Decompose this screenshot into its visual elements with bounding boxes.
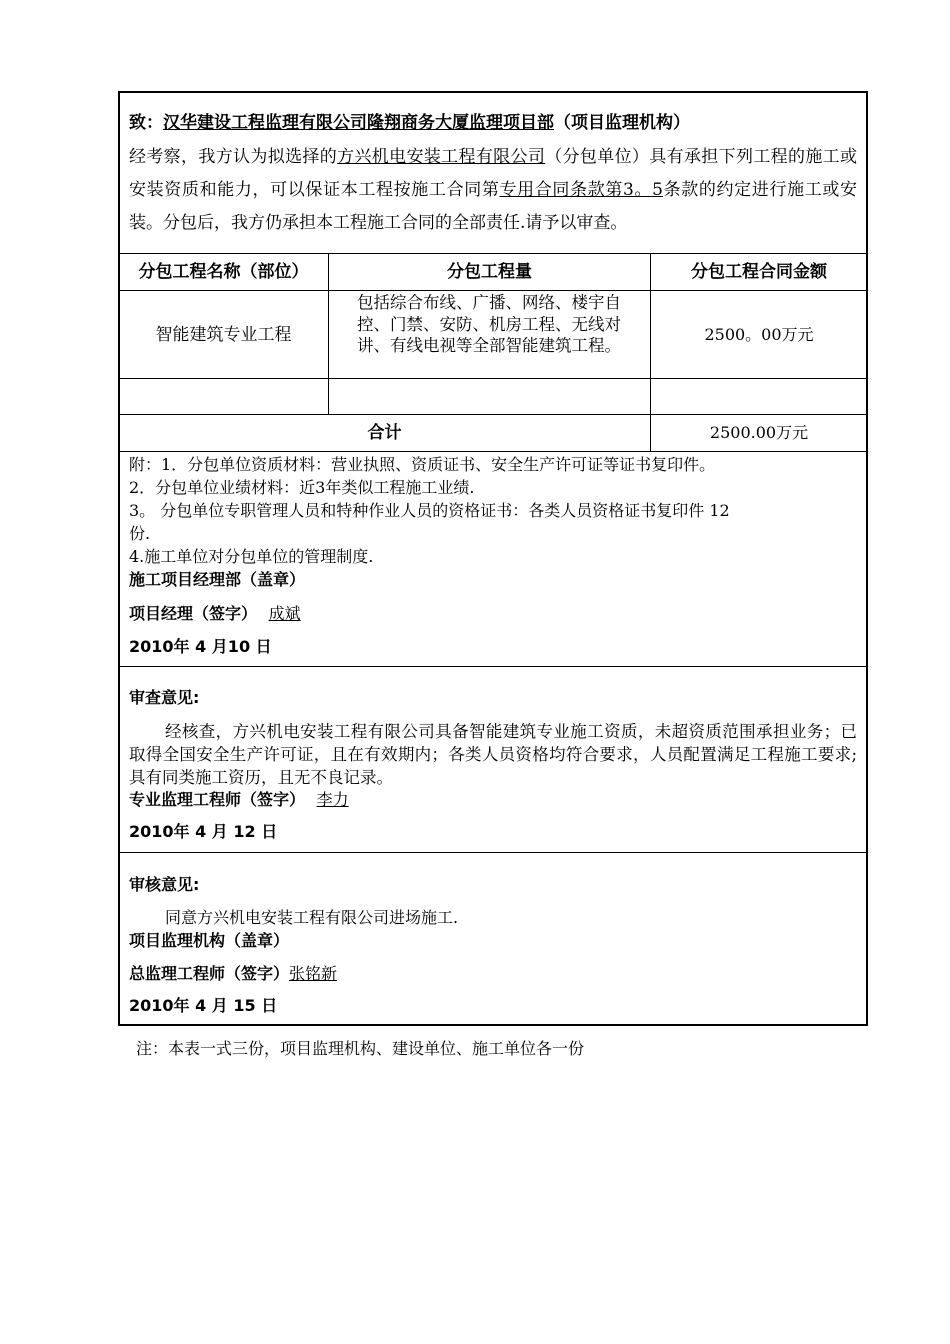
divider [650, 253, 651, 451]
chief-label: 总监理工程师（签字） [129, 964, 290, 983]
approve-date: 2010年 4 月 15 日 [129, 996, 278, 1015]
pm-date: 2010年 4 月10 日 [129, 637, 272, 656]
divider [118, 666, 868, 667]
dept-stamp: 施工项目经理部（盖章） [129, 570, 306, 589]
attachment-3-cont: 份. [129, 524, 151, 543]
attachment-4: 4.施工单位对分包单位的管理制度. [129, 547, 374, 566]
intro-paragraph [129, 141, 857, 240]
col-header-name: 分包工程名称（部位） [138, 262, 309, 282]
divider [118, 451, 868, 452]
contract-clause: 专用合同条款第3。5 [499, 180, 663, 200]
engineer-signature-line [129, 790, 349, 810]
review-title: 审查意见: [129, 688, 200, 707]
pm-name: 成斌 [268, 604, 301, 623]
intro-text-c: 条款的约定进行施工或安装。分包后，我方仍承担本工程施工合同的全部责任.请予以审查。 [129, 180, 857, 233]
approve-title: 审核意见: [129, 875, 200, 894]
chief-name: 张铭新 [289, 964, 338, 983]
col-header-scope: 分包工程量 [447, 262, 532, 282]
review-date: 2010年 4 月 12 日 [129, 822, 278, 841]
footnote: 注：本表一式三份，项目监理机构、建设单位、施工单位各一份 [136, 1039, 585, 1058]
intro-text-a: 经考察，我方认为拟选择的 [129, 147, 338, 167]
col-header-amount: 分包工程合同金额 [691, 262, 827, 282]
attachment-1: 附：1．分包单位资质材料：营业执照、资质证书、安全生产许可证等证书复印件。 [129, 455, 716, 474]
engineer-name: 李力 [316, 790, 349, 809]
addressee-org: 汉华建设工程监理有限公司隆翔商务大厦监理项目部 [163, 113, 554, 133]
divider [118, 414, 868, 415]
divider [118, 253, 868, 254]
engineer-label: 专业监理工程师（签字） [129, 790, 306, 809]
pm-signature-line [129, 604, 301, 624]
subcontractor-name: 方兴机电安装工程有限公司 [337, 147, 546, 167]
intro-text-b: （分包单位）具有承担下列工程的施工或安装资质和能力，可以保证本工程按施工合同第 [129, 147, 858, 200]
approve-text: 同意方兴机电安装工程有限公司进场施工. [165, 908, 459, 927]
pm-label: 项目经理（签字） [129, 604, 258, 623]
addressee-line [129, 113, 690, 133]
chief-signature-line [129, 964, 337, 984]
addressee-suffix: （项目监理机构） [554, 113, 690, 133]
attachment-2: 2．分包单位业绩材料：近3年类似工程施工业绩. [129, 478, 475, 497]
supervision-stamp: 项目监理机构（盖章） [129, 931, 290, 950]
total-label: 合计 [367, 423, 402, 443]
attachment-3: 3。 分包单位专职管理人员和特种作业人员的资格证书：各类人员资格证书复印件 12 [129, 501, 730, 520]
divider [118, 378, 868, 379]
row1-name: 智能建筑专业工程 [155, 325, 292, 345]
review-text: 经核查，方兴机电安装工程有限公司具备智能建筑专业施工资质，未超资质范围承担业务；已取得全国安全生产许可证，且在有效期内；各类人员资格均符合要求，人员配置满足工程施工要求;具有同类施工资历，且无不良记录。 [129, 722, 857, 787]
row1-scope: 包括综合布线、广播、网络、楼宇自控、门禁、安防、机房工程、无线对讲、有线电视等全部智能建筑工程。 [357, 293, 621, 355]
total-amount: 2500.00万元 [709, 423, 809, 442]
row1-amount: 2500。00万元 [704, 325, 814, 344]
divider [118, 290, 868, 291]
addressee-prefix: 致： [129, 113, 163, 133]
divider [118, 852, 868, 853]
